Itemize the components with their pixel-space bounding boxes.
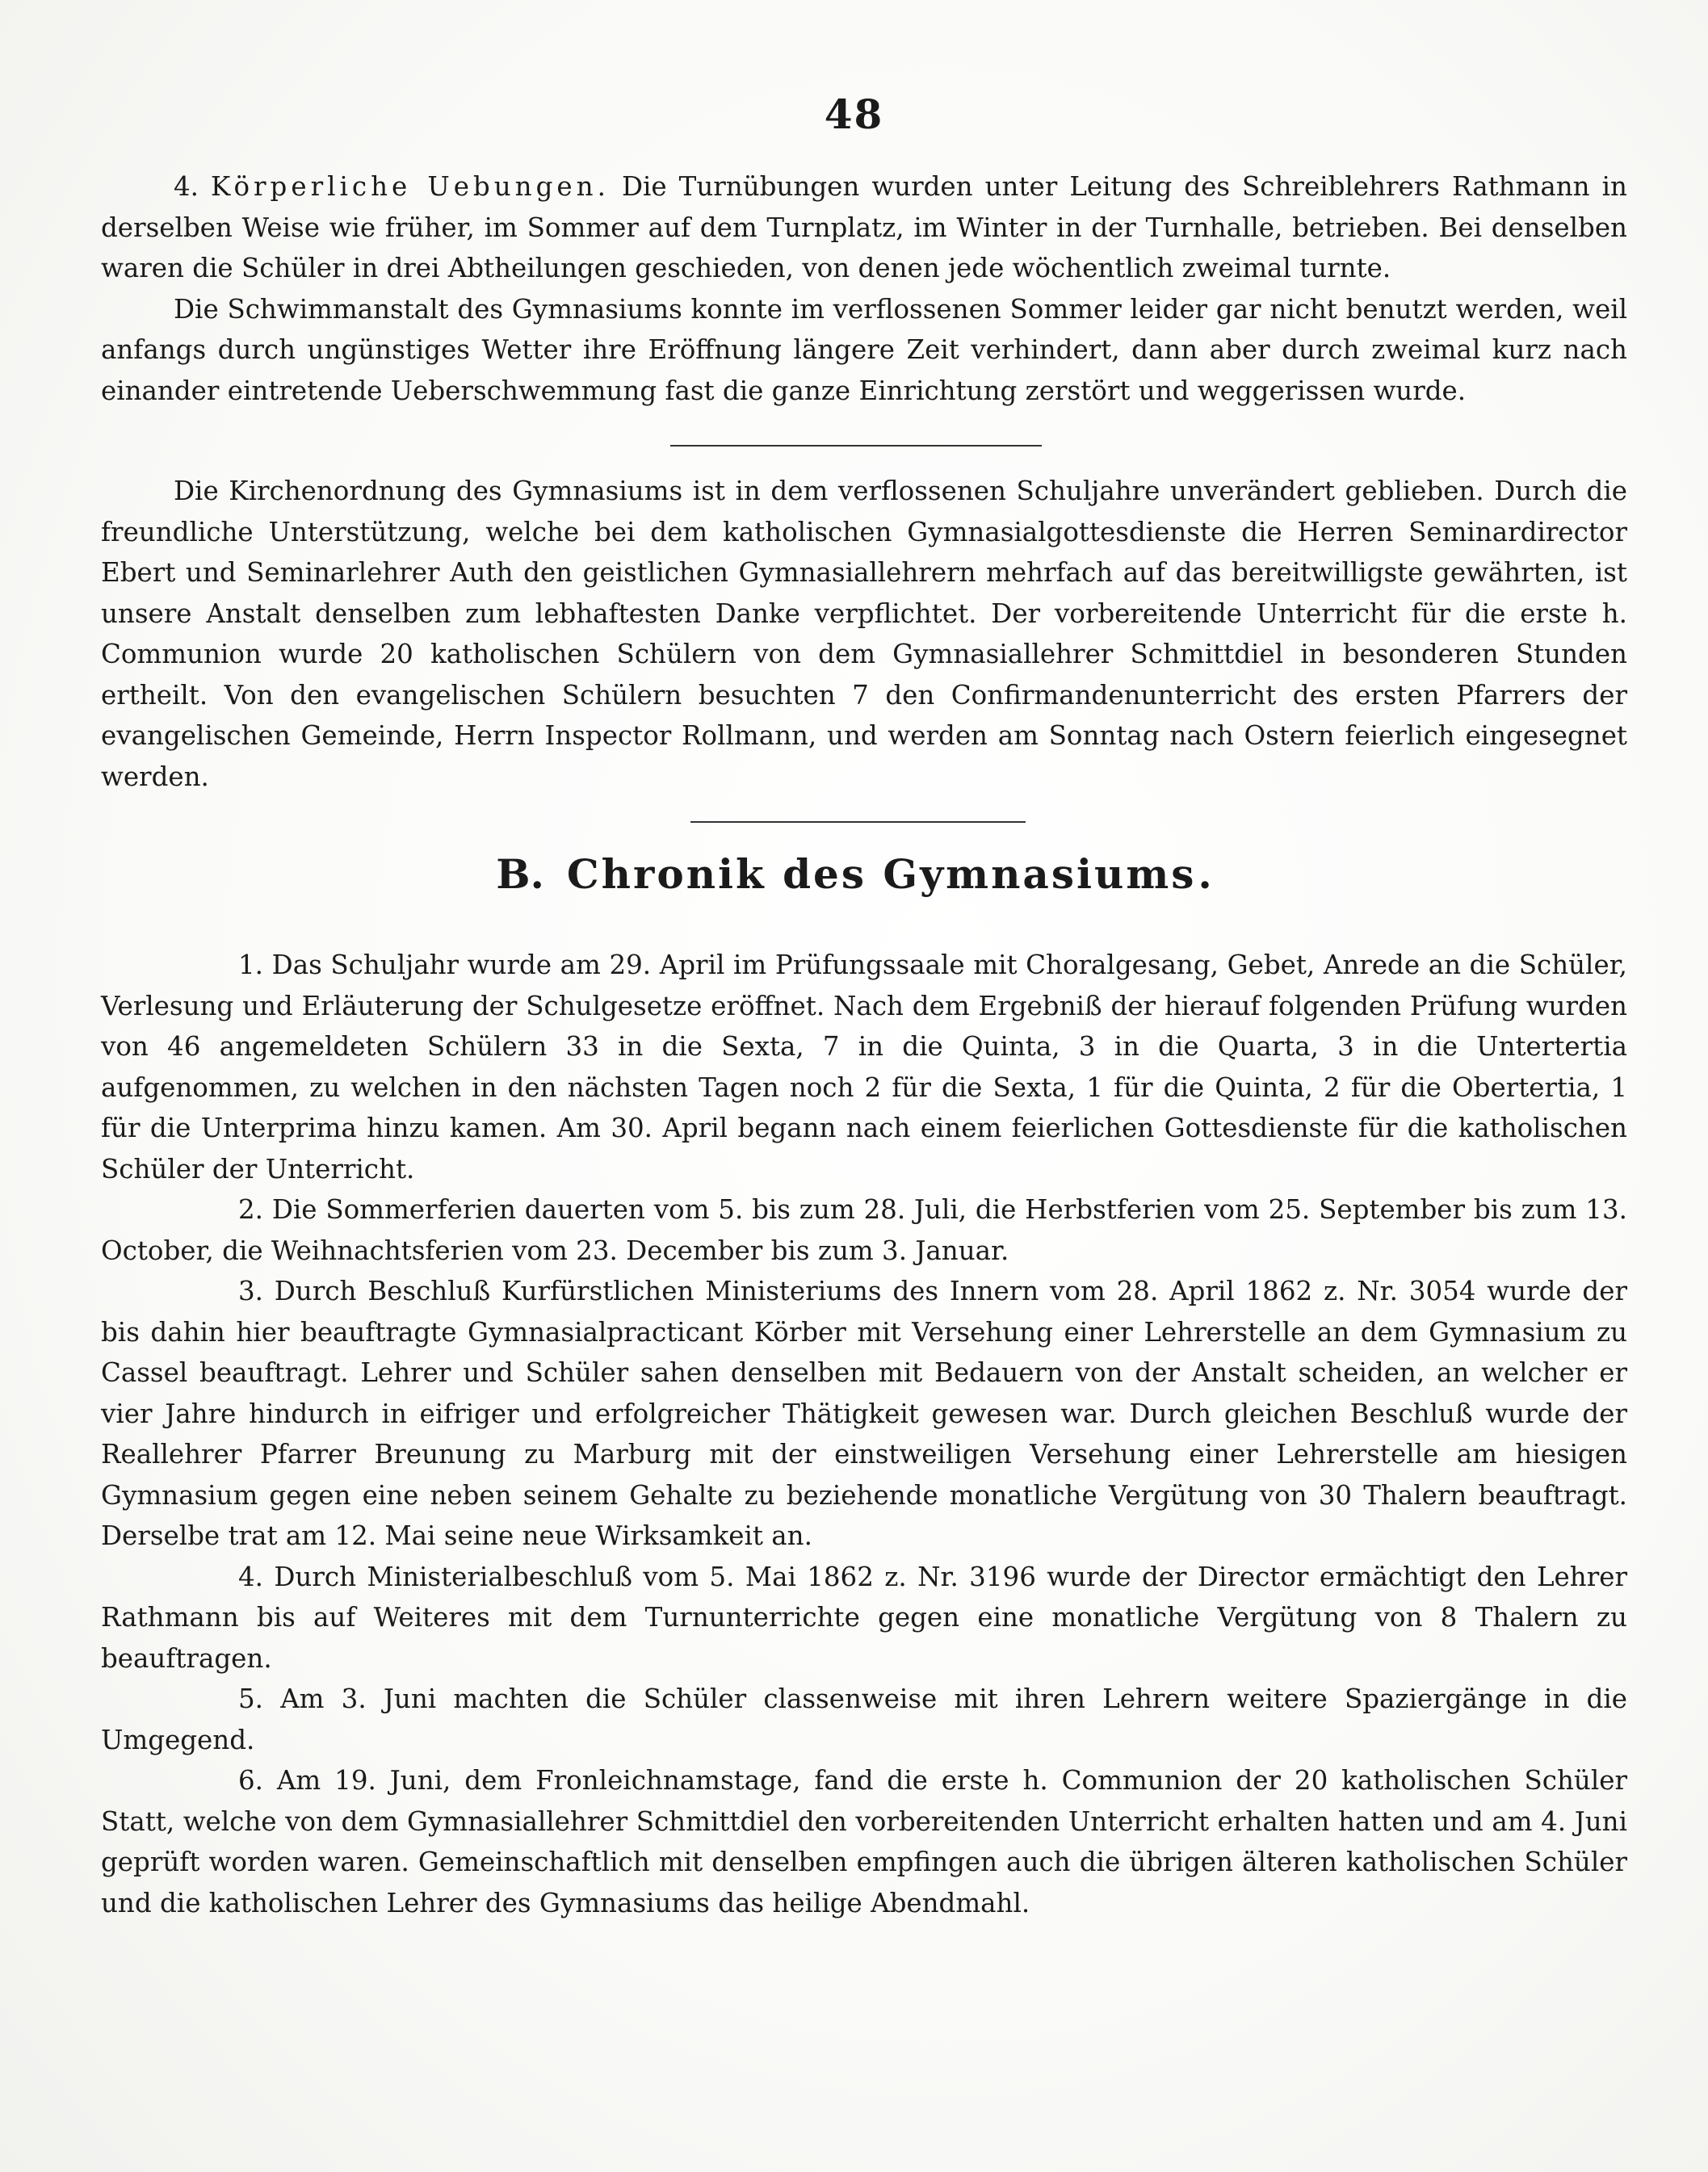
chronicle-item-5: 5. Am 3. Juni machten die Schüler classenweise mit ihren Lehrern weitere Spaziergänge in die Umgegend. bbox=[101, 1684, 1627, 1755]
section-b-heading bbox=[0, 850, 1708, 898]
section-b-title: Chronik des Gymnasiums bbox=[566, 850, 1197, 898]
divider-short bbox=[670, 445, 1042, 447]
chronicle-item-3: 3. Durch Beschluß Kurfürstlichen Ministeriums des Innern vom 28. April 1862 z. Nr. 3054 wurde der bis dahin hier beauftragte Gymnasialpracticant Körber mit Versehung einer Lehrerstelle an dem Gymnasium zu Cassel beauftragt. Lehrer und Schüler sahen denselben mit Bedauern von der Anstalt scheiden, an welcher er vier Jahre hindurch in eifriger und erfolgreicher Thätigkeit gewesen war. Durch gleichen Beschluß wurde der Reallehrer Pfarrer Breunung zu Marburg mit der einstweiligen Versehung einer Lehrerstelle am hiesigen Gymnasium gegen eine neben seinem Gehalte zu beziehende monatliche Vergütung von 30 Thalern beauftragt. Derselbe trat am 12. Mai seine neue Wirksamkeit an. bbox=[101, 1276, 1627, 1551]
church-text bbox=[101, 471, 1627, 797]
section-a-text bbox=[101, 166, 1627, 411]
item4-heading-num: 4. bbox=[174, 171, 199, 202]
swim-paragraph: Die Schwimmanstalt des Gymnasiums konnte im verflossenen Sommer leider gar nicht benutzt werden, weil anfangs durch ungünstiges Wetter ihre Eröffnung längere Zeit verhindert, dann aber durch zweimal kurz nach einander eintretende Ueberschwemmung fast die ganze Einrichtung zerstört und weggerissen wurde. bbox=[101, 293, 1627, 406]
chronicle-item-4: 4. Durch Ministerialbeschluß vom 5. Mai 1862 z. Nr. 3196 wurde der Director ermächtigt den Lehrer Rathmann bis auf Weiteres mit dem Turnunterrichte gegen eine monatliche Vergütung von 8 Thalern zu beauftragen. bbox=[101, 1561, 1627, 1674]
item4-text: Die Turnübungen wurden unter Leitung des Schreiblehrers Rathmann in derselben Weise wie früher, im Sommer auf dem Turnplatz, im Winter in der Turnhalle, betrieben. Bei denselben waren die Schüler in drei Abtheilungen geschieden, von denen jede wöchentlich zweimal turnte. bbox=[101, 171, 1627, 283]
section-b-letter: B. bbox=[496, 850, 544, 898]
divider-section bbox=[690, 821, 1026, 823]
church-paragraph: Die Kirchenordnung des Gymnasiums ist in dem verflossenen Schuljahre unverändert geblieben. Durch die freundliche Unterstützung, welche bei dem katholischen Gymnasialgottesdienste die Herren Seminardirector Ebert und Seminarlehrer Auth den geistlichen Gymnasiallehrern mehrfach auf das bereitwilligste gewährten, ist unsere Anstalt denselben zum lebhaftesten Danke verpflichtet. Der vorbereitende Unterricht für die erste h. Communion wurde 20 katholischen Schülern von dem Gymnasiallehrer Schmittdiel in besonderen Stunden ertheilt. Von den evangelischen Schülern besuchten 7 den Confirmandenunterricht des ersten Pfarrers der evangelischen Gemeinde, Herrn Inspector Rollmann, und werden am Sonntag nach Ostern feierlich eingesegnet werden. bbox=[101, 476, 1627, 792]
item4-paragraph bbox=[101, 166, 1627, 289]
chronicle-list bbox=[101, 945, 1627, 1923]
chronicle-item-6: 6. Am 19. Juni, dem Fronleichnamstage, fand die erste h. Communion der 20 katholischen Schüler Statt, welche von dem Gymnasiallehrer Schmittdiel den vorbereitenden Unterricht erhalten hatten und am 4. Juni geprüft worden waren. Gemeinschaftlich mit denselben empfingen auch die übrigen älteren katholischen Schüler und die katholischen Lehrer des Gymnasiums das heilige Abendmahl. bbox=[101, 1765, 1627, 1918]
page-number: 48 bbox=[824, 90, 884, 138]
item4-heading: Körperliche Uebungen. bbox=[211, 171, 610, 202]
section-b-period: . bbox=[1198, 850, 1212, 898]
chronicle-item-2: 2. Die Sommerferien dauerten vom 5. bis zum 28. Juli, die Herbstferien vom 25. September bis zum 13. October, die Weihnachtsferien vom 23. December bis zum 3. Januar. bbox=[101, 1194, 1627, 1266]
chronicle-item-1: 1. Das Schuljahr wurde am 29. April im Prüfungssaale mit Choralgesang, Gebet, Anrede an die Schüler, Verlesung und Erläuterung der Schulgesetze eröffnet. Nach dem Ergebniß der hierauf folgenden Prüfung wurden von 46 angemeldeten Schülern 33 in die Sexta, 7 in die Quinta, 3 in die Quarta, 3 in die Untertertia aufgenommen, zu welchen in den nächsten Tagen noch 2 für die Sexta, 1 für die Quinta, 2 für die Obertertia, 1 für die Unterprima hinzu kamen. Am 30. April begann nach einem feierlichen Gottesdienste für die katholischen Schüler der Unterricht. bbox=[101, 950, 1627, 1185]
